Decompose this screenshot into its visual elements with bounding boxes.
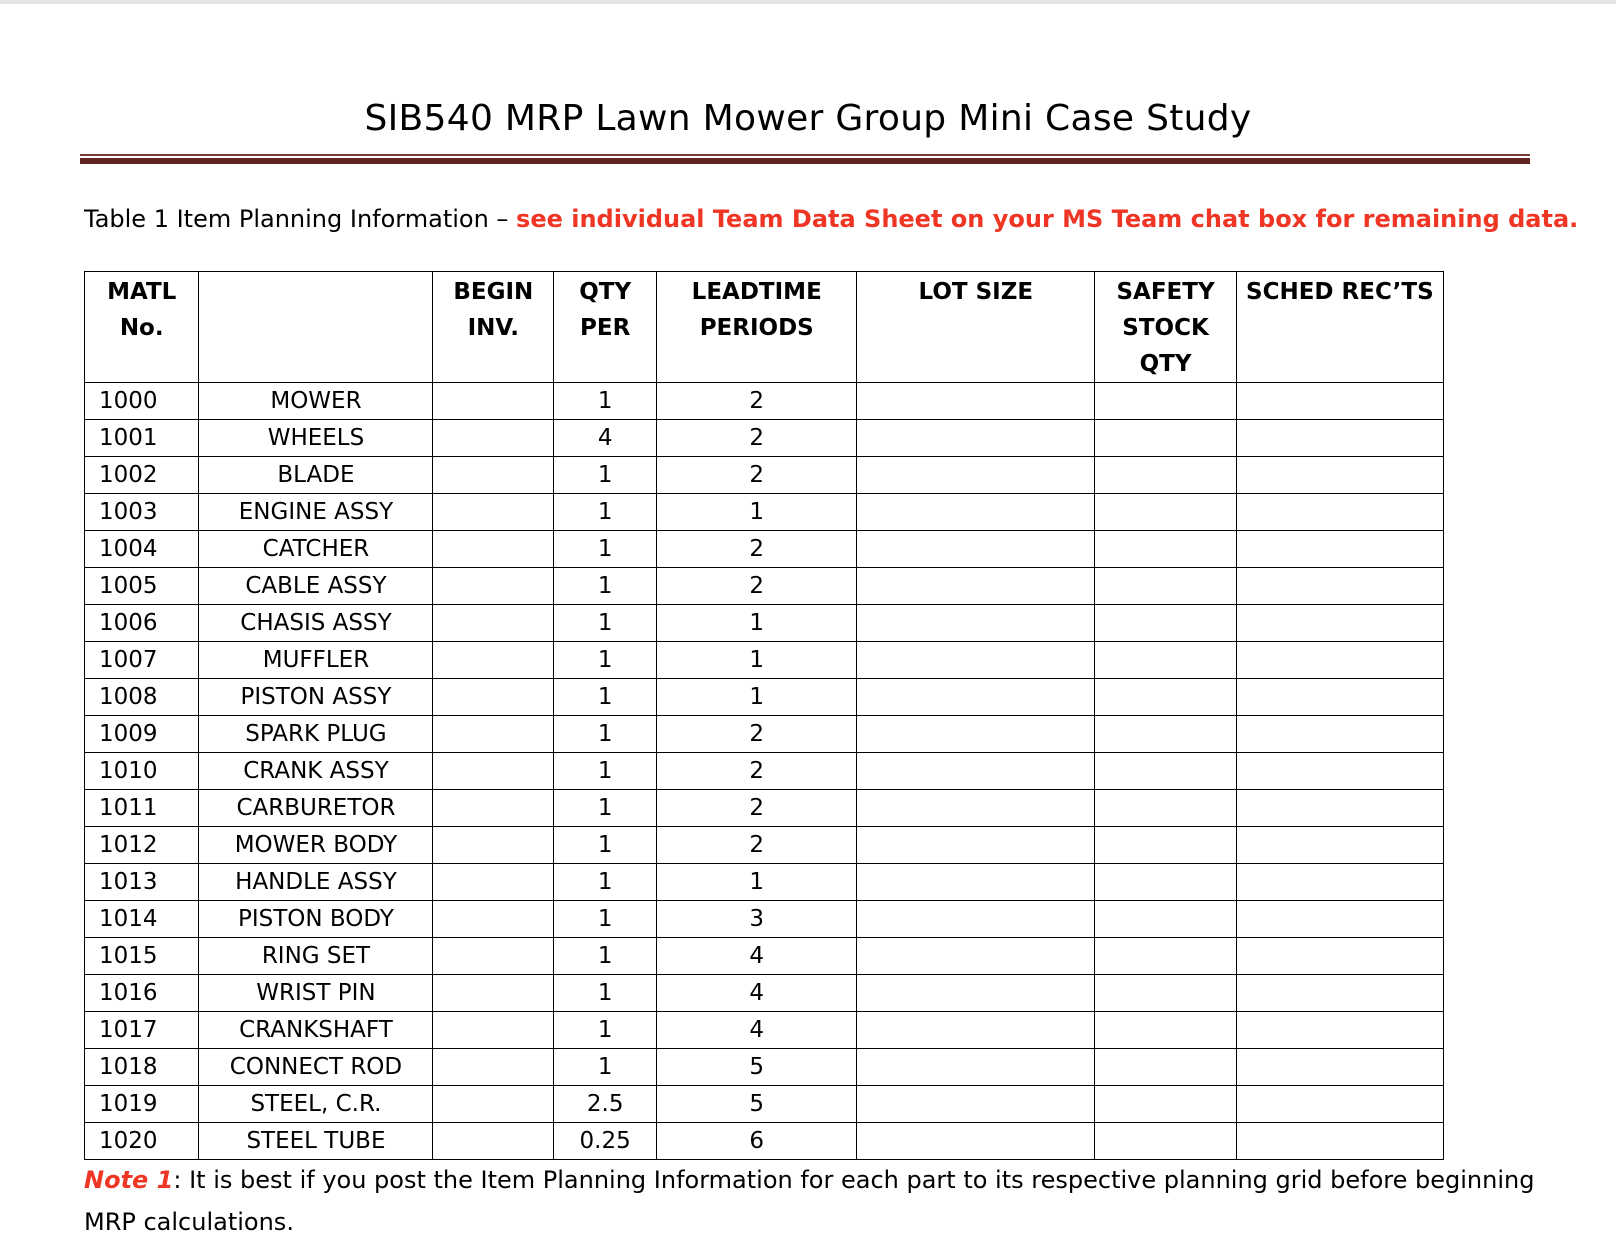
cell-matl-no: 1004	[85, 531, 199, 568]
cell-safety-stock	[1095, 531, 1236, 568]
cell-leadtime: 2	[657, 716, 857, 753]
col-header-description	[199, 272, 433, 383]
cell-sched-recs	[1236, 642, 1443, 679]
cell-matl-no: 1014	[85, 901, 199, 938]
cell-qty-per: 1	[554, 753, 657, 790]
cell-qty-per: 1	[554, 383, 657, 420]
table-row	[85, 420, 1444, 457]
cell-sched-recs	[1236, 383, 1443, 420]
cell-sched-recs	[1236, 938, 1443, 975]
cell-description: RING SET	[199, 938, 433, 975]
item-planning-table	[84, 271, 1444, 1160]
cell-description: WRIST PIN	[199, 975, 433, 1012]
table-row	[85, 679, 1444, 716]
col-header-begin-inv	[433, 272, 554, 383]
cell-matl-no: 1020	[85, 1123, 199, 1160]
cell-sched-recs	[1236, 679, 1443, 716]
col-header-line: PERIODS	[699, 315, 814, 341]
cell-description: CONNECT ROD	[199, 1049, 433, 1086]
cell-begin-inv	[433, 827, 554, 864]
col-header-line: No.	[119, 315, 164, 341]
cell-description: SPARK PLUG	[199, 716, 433, 753]
cell-description: CATCHER	[199, 531, 433, 568]
cell-sched-recs	[1236, 716, 1443, 753]
col-header-line: BEGIN	[453, 279, 534, 305]
col-header-matl-no	[85, 272, 199, 383]
table-row	[85, 975, 1444, 1012]
cell-sched-recs	[1236, 420, 1443, 457]
cell-lot-size	[857, 383, 1095, 420]
cell-lot-size	[857, 753, 1095, 790]
cell-begin-inv	[433, 568, 554, 605]
cell-sched-recs	[1236, 457, 1443, 494]
table-row	[85, 716, 1444, 753]
table-row	[85, 790, 1444, 827]
table-caption-label: Table 1 Item Planning Information –	[84, 205, 517, 233]
cell-qty-per: 1	[554, 679, 657, 716]
cell-sched-recs	[1236, 827, 1443, 864]
table-row	[85, 1086, 1444, 1123]
cell-begin-inv	[433, 457, 554, 494]
table-row	[85, 383, 1444, 420]
cell-begin-inv	[433, 753, 554, 790]
cell-sched-recs	[1236, 1049, 1443, 1086]
cell-description: ENGINE ASSY	[199, 494, 433, 531]
cell-lot-size	[857, 1049, 1095, 1086]
cell-leadtime: 2	[657, 420, 857, 457]
cell-safety-stock	[1095, 457, 1236, 494]
cell-safety-stock	[1095, 901, 1236, 938]
table-row	[85, 605, 1444, 642]
col-header-line: INV.	[467, 315, 519, 341]
table-row	[85, 642, 1444, 679]
cell-leadtime: 5	[657, 1049, 857, 1086]
cell-description: STEEL, C.R.	[199, 1086, 433, 1123]
cell-leadtime: 1	[657, 864, 857, 901]
cell-begin-inv	[433, 605, 554, 642]
cell-safety-stock	[1095, 938, 1236, 975]
cell-matl-no: 1015	[85, 938, 199, 975]
cell-description: BLADE	[199, 457, 433, 494]
cell-qty-per: 1	[554, 1012, 657, 1049]
cell-matl-no: 1007	[85, 642, 199, 679]
col-header-line: LEADTIME	[691, 279, 822, 305]
table-row	[85, 864, 1444, 901]
table-row	[85, 494, 1444, 531]
cell-matl-no: 1011	[85, 790, 199, 827]
cell-begin-inv	[433, 975, 554, 1012]
cell-description: HANDLE ASSY	[199, 864, 433, 901]
cell-sched-recs	[1236, 790, 1443, 827]
cell-matl-no: 1019	[85, 1086, 199, 1123]
cell-safety-stock	[1095, 1123, 1236, 1160]
cell-begin-inv	[433, 1086, 554, 1123]
cell-leadtime: 2	[657, 383, 857, 420]
cell-safety-stock	[1095, 827, 1236, 864]
cell-lot-size	[857, 716, 1095, 753]
cell-matl-no: 1010	[85, 753, 199, 790]
cell-begin-inv	[433, 901, 554, 938]
cell-lot-size	[857, 531, 1095, 568]
note-1	[84, 1159, 1544, 1243]
cell-lot-size	[857, 494, 1095, 531]
cell-qty-per: 1	[554, 716, 657, 753]
cell-safety-stock	[1095, 568, 1236, 605]
cell-begin-inv	[433, 716, 554, 753]
cell-sched-recs	[1236, 1012, 1443, 1049]
cell-matl-no: 1000	[85, 383, 199, 420]
cell-lot-size	[857, 605, 1095, 642]
col-header-line: SAFETY	[1116, 279, 1215, 305]
cell-safety-stock	[1095, 383, 1236, 420]
cell-sched-recs	[1236, 568, 1443, 605]
col-header-line: MATL	[107, 279, 177, 305]
col-header-sched-recs	[1236, 272, 1443, 383]
cell-begin-inv	[433, 1012, 554, 1049]
table-row	[85, 1123, 1444, 1160]
cell-qty-per: 1	[554, 494, 657, 531]
cell-matl-no: 1017	[85, 1012, 199, 1049]
cell-lot-size	[857, 420, 1095, 457]
col-header-safety-stock	[1095, 272, 1236, 383]
cell-lot-size	[857, 938, 1095, 975]
cell-description: PISTON ASSY	[199, 679, 433, 716]
cell-begin-inv	[433, 1049, 554, 1086]
cell-leadtime: 2	[657, 531, 857, 568]
cell-sched-recs	[1236, 975, 1443, 1012]
col-header-qty-per	[554, 272, 657, 383]
table-row	[85, 531, 1444, 568]
cell-begin-inv	[433, 679, 554, 716]
note-label: Note 1	[84, 1166, 174, 1194]
cell-safety-stock	[1095, 605, 1236, 642]
cell-lot-size	[857, 827, 1095, 864]
cell-safety-stock	[1095, 753, 1236, 790]
cell-begin-inv	[433, 642, 554, 679]
cell-leadtime: 1	[657, 679, 857, 716]
cell-matl-no: 1013	[85, 864, 199, 901]
cell-matl-no: 1001	[85, 420, 199, 457]
col-header-line: PER	[580, 315, 631, 341]
col-header-line: LOT SIZE	[918, 279, 1034, 305]
cell-qty-per: 0.25	[554, 1123, 657, 1160]
cell-matl-no: 1008	[85, 679, 199, 716]
cell-sched-recs	[1236, 901, 1443, 938]
cell-leadtime: 4	[657, 938, 857, 975]
cell-lot-size	[857, 901, 1095, 938]
cell-begin-inv	[433, 864, 554, 901]
cell-lot-size	[857, 642, 1095, 679]
cell-safety-stock	[1095, 975, 1236, 1012]
cell-begin-inv	[433, 938, 554, 975]
cell-lot-size	[857, 1123, 1095, 1160]
page-top-edge	[0, 0, 1616, 4]
cell-matl-no: 1018	[85, 1049, 199, 1086]
cell-safety-stock	[1095, 790, 1236, 827]
cell-leadtime: 2	[657, 753, 857, 790]
col-header-line: QTY	[579, 279, 632, 305]
cell-qty-per: 1	[554, 790, 657, 827]
cell-qty-per: 1	[554, 938, 657, 975]
col-header-line: STOCK	[1122, 315, 1209, 341]
cell-begin-inv	[433, 790, 554, 827]
cell-sched-recs	[1236, 864, 1443, 901]
cell-sched-recs	[1236, 753, 1443, 790]
cell-qty-per: 1	[554, 1049, 657, 1086]
cell-leadtime: 2	[657, 457, 857, 494]
title-divider	[80, 154, 1530, 164]
cell-lot-size	[857, 864, 1095, 901]
col-header-line: SCHED REC’TS	[1246, 279, 1434, 305]
cell-qty-per: 1	[554, 457, 657, 494]
cell-begin-inv	[433, 531, 554, 568]
table-caption	[84, 205, 1578, 233]
cell-safety-stock	[1095, 420, 1236, 457]
table-row	[85, 1049, 1444, 1086]
cell-safety-stock	[1095, 1012, 1236, 1049]
cell-lot-size	[857, 1086, 1095, 1123]
cell-lot-size	[857, 790, 1095, 827]
cell-leadtime: 2	[657, 568, 857, 605]
cell-description: MOWER	[199, 383, 433, 420]
cell-sched-recs	[1236, 1086, 1443, 1123]
page-title: SIB540 MRP Lawn Mower Group Mini Case Study	[364, 98, 1252, 139]
table-row	[85, 901, 1444, 938]
cell-begin-inv	[433, 420, 554, 457]
note-text: : It is best if you post the Item Planning Information for each part to its respective planning grid before beginning MRP calculations.	[84, 1166, 1535, 1236]
cell-sched-recs	[1236, 531, 1443, 568]
cell-qty-per: 4	[554, 420, 657, 457]
cell-lot-size	[857, 457, 1095, 494]
cell-description: MOWER BODY	[199, 827, 433, 864]
cell-description: PISTON BODY	[199, 901, 433, 938]
cell-lot-size	[857, 1012, 1095, 1049]
cell-lot-size	[857, 975, 1095, 1012]
cell-qty-per: 1	[554, 531, 657, 568]
cell-begin-inv	[433, 383, 554, 420]
cell-safety-stock	[1095, 494, 1236, 531]
cell-qty-per: 1	[554, 827, 657, 864]
cell-safety-stock	[1095, 1049, 1236, 1086]
table-row	[85, 568, 1444, 605]
table-header-row	[85, 272, 1444, 383]
cell-leadtime: 6	[657, 1123, 857, 1160]
cell-matl-no: 1012	[85, 827, 199, 864]
cell-qty-per: 1	[554, 864, 657, 901]
cell-matl-no: 1005	[85, 568, 199, 605]
cell-leadtime: 3	[657, 901, 857, 938]
cell-matl-no: 1003	[85, 494, 199, 531]
col-header-line: QTY	[1139, 351, 1192, 377]
cell-matl-no: 1016	[85, 975, 199, 1012]
cell-leadtime: 2	[657, 790, 857, 827]
cell-safety-stock	[1095, 716, 1236, 753]
cell-description: WHEELS	[199, 420, 433, 457]
cell-sched-recs	[1236, 605, 1443, 642]
cell-leadtime: 1	[657, 494, 857, 531]
cell-leadtime: 1	[657, 605, 857, 642]
cell-description: CRANK ASSY	[199, 753, 433, 790]
cell-qty-per: 1	[554, 568, 657, 605]
cell-safety-stock	[1095, 864, 1236, 901]
cell-begin-inv	[433, 494, 554, 531]
cell-lot-size	[857, 568, 1095, 605]
table-row	[85, 827, 1444, 864]
cell-description: CARBURETOR	[199, 790, 433, 827]
col-header-lot-size	[857, 272, 1095, 383]
cell-description: CABLE ASSY	[199, 568, 433, 605]
cell-qty-per: 1	[554, 901, 657, 938]
cell-safety-stock	[1095, 679, 1236, 716]
cell-leadtime: 2	[657, 827, 857, 864]
cell-safety-stock	[1095, 642, 1236, 679]
cell-description: CHASIS ASSY	[199, 605, 433, 642]
cell-description: MUFFLER	[199, 642, 433, 679]
cell-sched-recs	[1236, 494, 1443, 531]
cell-qty-per: 1	[554, 605, 657, 642]
cell-matl-no: 1009	[85, 716, 199, 753]
table-row	[85, 1012, 1444, 1049]
table-row	[85, 457, 1444, 494]
table-body	[85, 383, 1444, 1160]
cell-begin-inv	[433, 1123, 554, 1160]
cell-description: CRANKSHAFT	[199, 1012, 433, 1049]
cell-sched-recs	[1236, 1123, 1443, 1160]
table-caption-alert: see individual Team Data Sheet on your MS Team chat box for remaining data.	[516, 205, 1579, 233]
cell-leadtime: 5	[657, 1086, 857, 1123]
cell-matl-no: 1006	[85, 605, 199, 642]
cell-description: STEEL TUBE	[199, 1123, 433, 1160]
table-row	[85, 753, 1444, 790]
cell-lot-size	[857, 679, 1095, 716]
col-header-leadtime	[657, 272, 857, 383]
cell-safety-stock	[1095, 1086, 1236, 1123]
table-row	[85, 938, 1444, 975]
cell-leadtime: 4	[657, 975, 857, 1012]
cell-qty-per: 2.5	[554, 1086, 657, 1123]
cell-matl-no: 1002	[85, 457, 199, 494]
cell-leadtime: 4	[657, 1012, 857, 1049]
cell-qty-per: 1	[554, 642, 657, 679]
cell-leadtime: 1	[657, 642, 857, 679]
cell-qty-per: 1	[554, 975, 657, 1012]
